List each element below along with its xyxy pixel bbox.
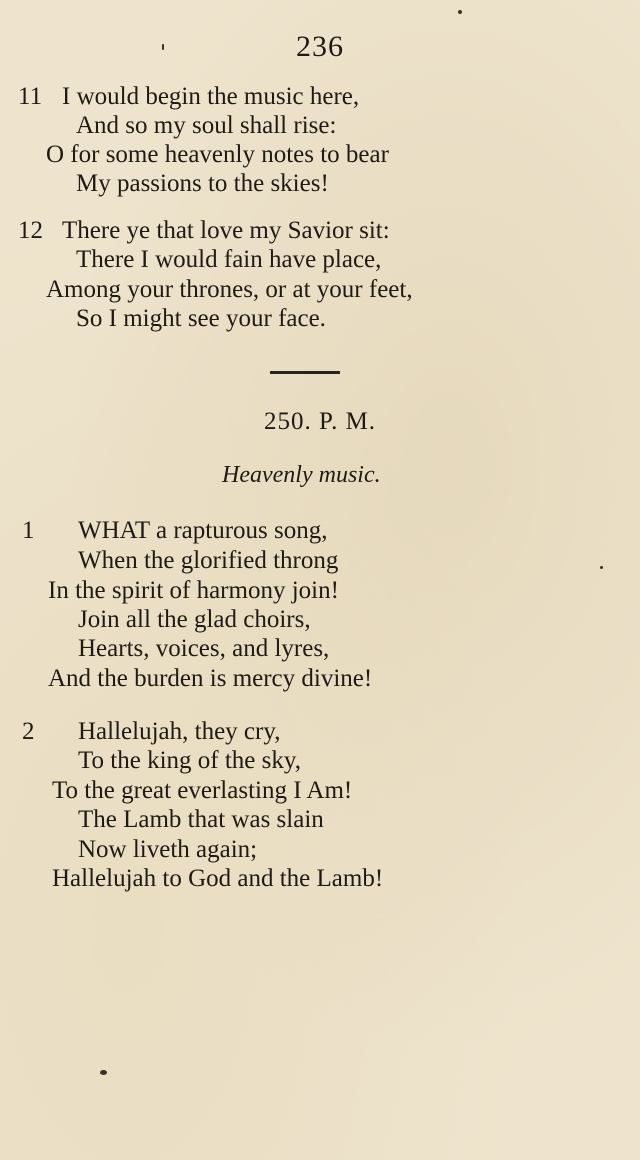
verse-line: The Lamb that was slain — [78, 806, 324, 833]
hymn-subtitle: Heavenly music. — [222, 462, 381, 488]
verse-line: Now liveth again; — [78, 836, 258, 863]
verse-line: WHAT a rapturous song, — [78, 517, 328, 544]
paper-speck — [458, 10, 462, 14]
verse-number: 1 — [22, 517, 35, 544]
verse-line: Hearts, voices, and lyres, — [78, 635, 330, 662]
paper-speck — [100, 1070, 107, 1075]
verse-line: My passions to the skies! — [76, 170, 329, 197]
page-number: 236 — [296, 30, 344, 63]
verse-line: To the great everlasting I Am! — [52, 777, 353, 804]
verse-number: 2 — [22, 718, 35, 745]
verse-line: Hallelujah, they cry, — [78, 718, 281, 745]
paper-speck — [162, 44, 164, 50]
verse-line: And the burden is mercy divine! — [48, 665, 373, 692]
hymn-heading: 250. P. M. — [263, 408, 377, 435]
verse-line: So I might see your face. — [76, 305, 326, 332]
verse-line: There ye that love my Savior sit: — [62, 217, 390, 244]
verse-line: O for some heavenly notes to bear — [46, 141, 389, 168]
verse-line: There I would fain have place, — [76, 246, 382, 273]
verse-number: 11 — [18, 83, 43, 110]
paper-speck — [600, 566, 603, 569]
verse-line: When the glorified throng — [78, 547, 339, 574]
verse-line: Among your thrones, or at your feet, — [46, 276, 413, 303]
verse-number: 12 — [18, 217, 43, 244]
verse-line: To the king of the sky, — [78, 747, 301, 774]
section-divider — [270, 371, 340, 374]
verse-line: And so my soul shall rise: — [76, 112, 337, 139]
verse-line: I would begin the music here, — [62, 83, 360, 110]
verse-line: Join all the glad choirs, — [78, 606, 311, 633]
verse-line: In the spirit of harmony join! — [48, 577, 339, 604]
verse-line: Hallelujah to God and the Lamb! — [52, 865, 384, 892]
